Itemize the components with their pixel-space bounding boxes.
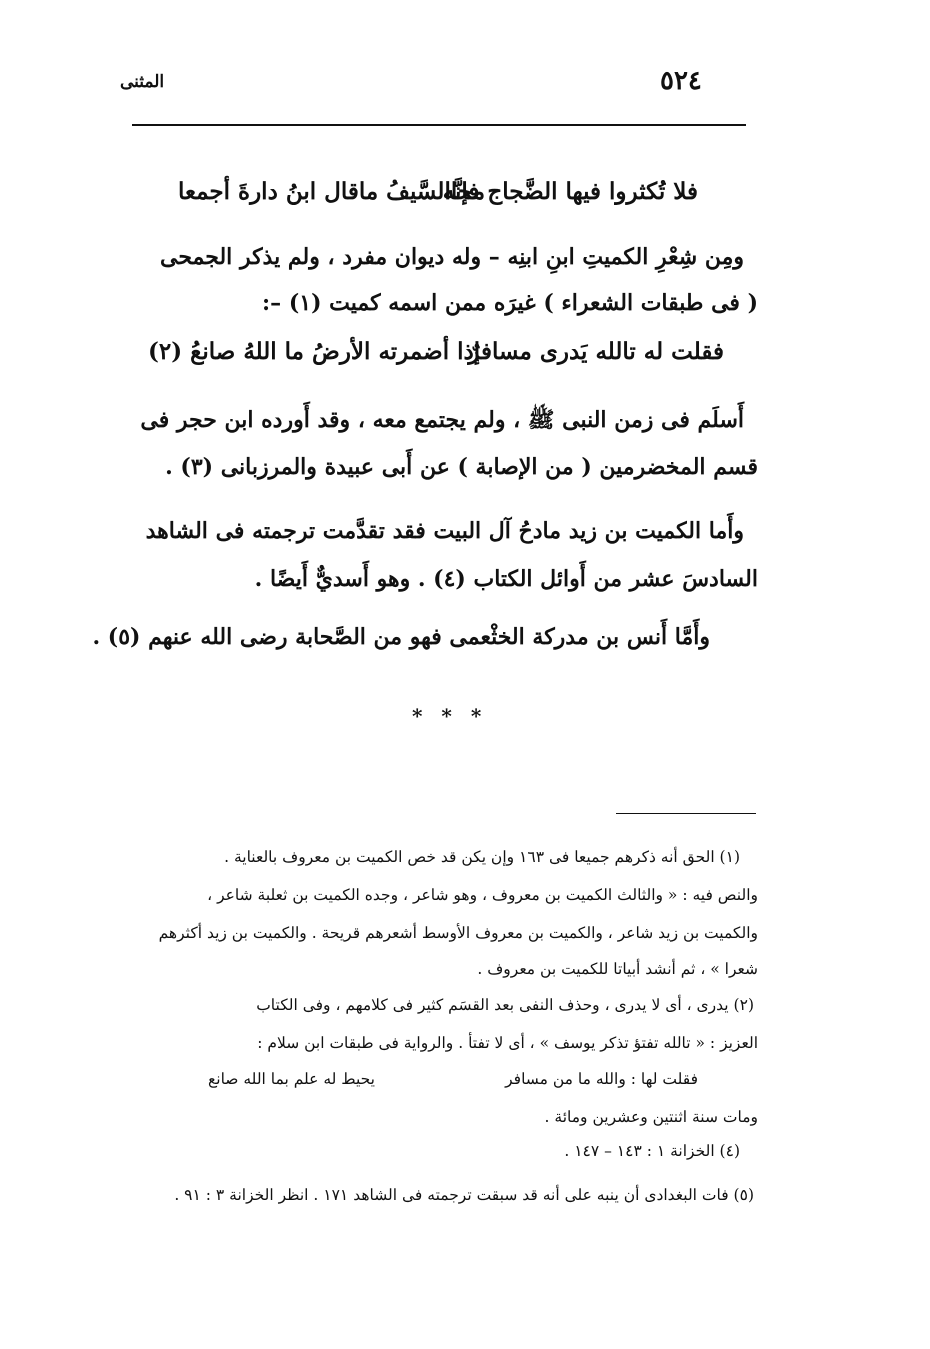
verse-2-hemistich-2: إذا أضمرته الأرضُ ما اللهُ صانعُ (٢)	[148, 338, 481, 365]
footnote-4-line: (٤) الخزانة ١ : ١٤٣ – ١٤٧ .	[564, 1142, 740, 1160]
footnote-2-line-2: العزيز : « تالله تفتؤ تذكر يوسف » ، أى لا تفتأ . والرواية فى طبقات ابن سلام :	[257, 1034, 758, 1052]
running-title: المثنى	[120, 72, 165, 92]
footnote-1-line-1: (١) الحق أنه ذكرهم جميعا فى ١٦٣ وإن يكن قد خص الكميت بن معروف بالعناية .	[224, 848, 740, 866]
header-rule	[132, 124, 746, 126]
verse-1-hemistich-2: محاالسَّيفُ ماقال ابنُ دارةَ أجمعا	[178, 178, 486, 205]
footnote-3-line: ومات سنة اثنتين وعشرين ومائة .	[544, 1108, 758, 1126]
para-2-line-2: قسم المخضرمين ( من الإصابة ) عن أَبى عبيدة والمرزبانى (٣) .	[165, 454, 758, 480]
footnote-2-verse-hemistich-1: فقلت لها : والله ما من مسافر	[505, 1070, 698, 1088]
verse-2	[148, 338, 724, 370]
para-1-line-2: ( فى طبقات الشعراء ) غيرَه ممن اسمه كميت (١) –:	[262, 290, 758, 316]
verse-1-hemistich-1: فلا تُكثروا فيها الضَّجاج فإنَّه	[442, 178, 698, 205]
footnote-2-line-1: (٢) يدرى ، أى لا يدرى ، وحذف النفى بعد القسَم كثير فى كلامهم ، وفى الكتاب	[256, 996, 754, 1014]
footnote-2-verse-hemistich-2: يحيط له علم بما الله صانع	[208, 1070, 375, 1088]
footnote-5-line: (٥) فات البغدادى أن ينبه على أنه قد سبقت ترجمته فى الشاهد ١٧١ . انظر الخزانة ٣ : ٩١ .	[174, 1186, 754, 1204]
verse-2-hemistich-1: فقلت له تالله يَدرى مسافرٌ	[468, 338, 724, 365]
page-number: ٥٢٤	[660, 66, 702, 96]
section-separator: * * *	[412, 704, 488, 728]
verse-1	[178, 178, 698, 210]
para-1-line-1: ومِن شِعْرِ الكميتِ ابنِ ابنِه – وله ديوان مفرد ، ولم يذكر الجمحى	[160, 244, 744, 270]
footnote-1-line-3: والكميت بن زيد شاعر ، والكميت بن معروف الأوسط أشعرهم قريحة . والكميت بن زيد أكثرهم	[158, 924, 758, 942]
para-3-line-1: وأَما الكميت بن زيد مادحُ آل البيت فقد تقدَّمت ترجمته فى الشاهد	[145, 518, 744, 544]
footnote-1-line-4: شعرا » ، ثم أنشد أبياتا للكميت بن معروف .	[477, 960, 758, 978]
para-4-line-1: وأَمَّا أَنس بن مدركة الخثْعمى فهو من الصَّحابة رضى الله عنهم (٥) .	[92, 624, 710, 650]
footnote-1-line-2: والنص فيه : « والثالث الكميت بن معروف ، وهو شاعر ، وجده الكميت بن ثعلبة شاعر ،	[207, 886, 758, 904]
footnote-rule	[616, 813, 756, 814]
para-3-line-2: السادسَ عشر من أَوائل الكتاب (٤) . وهو أَسديٌّ أَيضًا .	[254, 566, 758, 592]
para-2-line-1: أَسلَم فى زمن النبى ﷺ ، ولم يجتمع معه ، وقد أَورده ابن حجر فى	[140, 407, 744, 433]
